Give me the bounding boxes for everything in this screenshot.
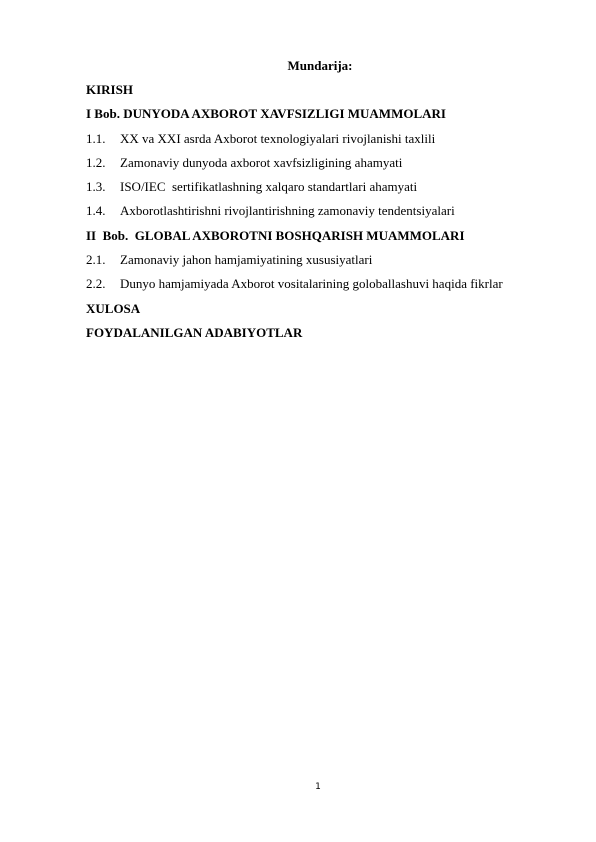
toc-item-number: 2.2.	[86, 276, 106, 292]
toc-item-text: II Bob. GLOBAL AXBOROTNI BOSHQARISH MUAMMOLARI	[86, 227, 465, 243]
toc-item-1-2	[86, 155, 566, 179]
toc-item-text: FOYDALANILGAN ADABIYOTLAR	[86, 324, 303, 340]
toc-item-text: Axborotlashtirishni rivojlantirishning zamonaviy tendentsiyalari	[120, 203, 455, 219]
toc-item-kirish	[86, 82, 566, 106]
toc-item-1-1	[86, 131, 566, 155]
toc-item-text: Zamonaviy dunyoda axborot xavfsizligining ahamyati	[120, 154, 403, 170]
toc-title: Mundarija:	[287, 58, 353, 73]
toc-item-text: ISO/IEC sertifikatlashning xalqaro standartlari ahamyati	[120, 179, 418, 195]
toc-item-number: 1.4.	[86, 203, 106, 219]
table-of-contents	[86, 82, 566, 349]
toc-item-1-3	[86, 179, 566, 203]
toc-item-text: KIRISH	[86, 82, 133, 97]
toc-item-number: 1.3.	[86, 179, 106, 195]
toc-item-2-2	[86, 276, 566, 300]
toc-item-text: Zamonaviy jahon hamjamiyatining xususiyatlari	[120, 252, 373, 268]
toc-item-number: 2.1.	[86, 252, 106, 268]
toc-item-chapter-1	[86, 106, 566, 130]
toc-item-number: 1.2.	[86, 154, 106, 170]
toc-item-text: XULOSA	[86, 300, 141, 316]
toc-item-adabiyotlar	[86, 325, 566, 349]
toc-item-text: Dunyo hamjamiyada Axborot vositalarining goloballashuvi haqida fikrlar	[120, 276, 503, 292]
toc-item-text: XX va XXI asrda Axborot texnologiyalari rivojlanishi taxlili	[120, 130, 436, 146]
toc-item-2-1	[86, 252, 566, 276]
page-number: 1	[315, 782, 321, 792]
toc-item-text: I Bob. DUNYODA AXBOROT XAVFSIZLIGI MUAMMOLARI	[86, 106, 446, 122]
toc-item-number: 1.1.	[86, 130, 106, 146]
toc-item-1-4	[86, 203, 566, 227]
toc-item-chapter-2	[86, 228, 566, 252]
toc-item-xulosa	[86, 301, 566, 325]
